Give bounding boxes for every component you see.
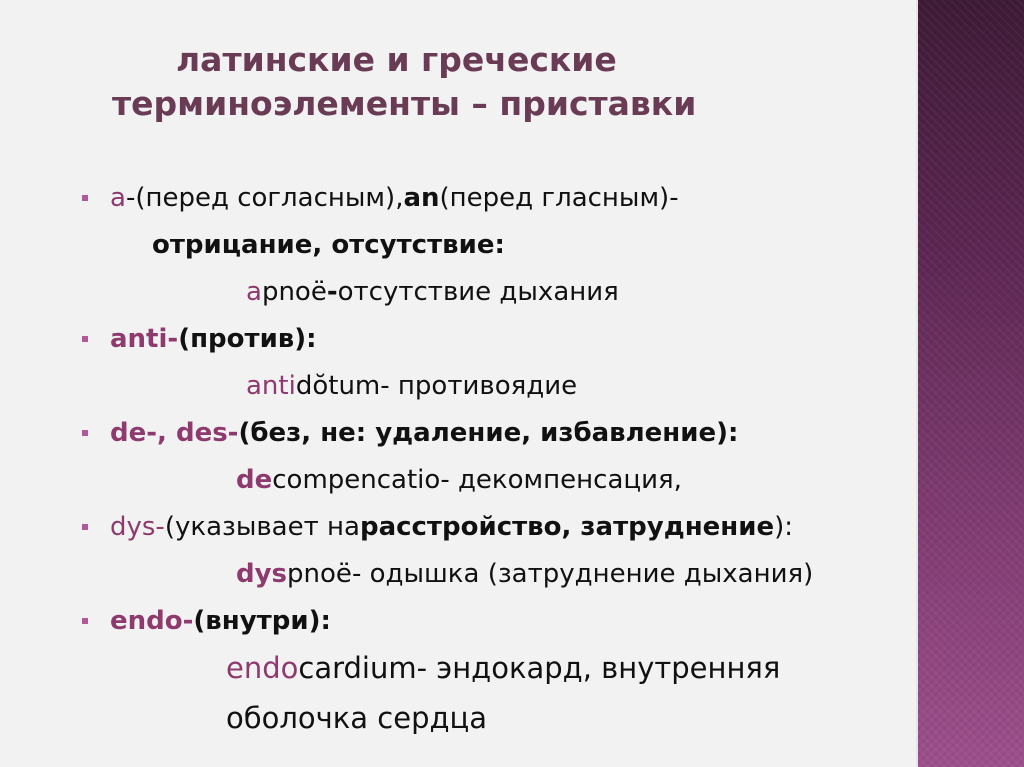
title-line-1: латинские и греческие xyxy=(176,40,617,79)
prefix-list xyxy=(0,178,916,748)
example-line xyxy=(0,648,916,698)
bullet-icon xyxy=(82,336,88,342)
list-item-dys xyxy=(0,507,916,554)
example-line-continued xyxy=(0,698,916,748)
example-text: endocardium- эндокард, внутренняя xyxy=(226,651,781,685)
list-item-endo xyxy=(0,601,916,648)
meaning-line xyxy=(0,225,916,272)
example-text: dyspnoë- одышка (затруднение дыхания) xyxy=(236,559,814,589)
item-heading: anti-(против): xyxy=(110,324,317,354)
example-line xyxy=(0,366,916,413)
example-text: antidŏtum- противоядие xyxy=(246,371,578,401)
example-line xyxy=(0,272,916,319)
example-line xyxy=(0,554,916,601)
example-text: decompencatio- декомпенсация, xyxy=(236,465,682,495)
item-heading: a-(перед согласным),an(перед гласным)- xyxy=(110,183,679,213)
item-heading: de-, des-(без, не: удаление, избавление): xyxy=(110,418,739,448)
decorative-side-panel xyxy=(916,0,1024,767)
list-item-a xyxy=(0,178,916,225)
title-line-2: терминоэлементы – приставки xyxy=(112,84,697,123)
list-item-de xyxy=(0,413,916,460)
bullet-icon xyxy=(82,430,88,436)
bullet-icon xyxy=(82,524,88,530)
example-text: apnoë-отсутствие дыхания xyxy=(246,277,619,307)
list-item-anti xyxy=(0,319,916,366)
item-meaning: отрицание, отсутствие: xyxy=(152,230,505,260)
example-line xyxy=(0,460,916,507)
bullet-icon xyxy=(82,195,88,201)
item-heading: endo-(внутри): xyxy=(110,606,331,636)
bullet-icon xyxy=(82,618,88,624)
slide-title xyxy=(0,38,916,126)
item-heading: dys-(указывает нарасстройство, затруднение): xyxy=(110,512,794,542)
example-text: оболочка сердца xyxy=(226,701,488,735)
